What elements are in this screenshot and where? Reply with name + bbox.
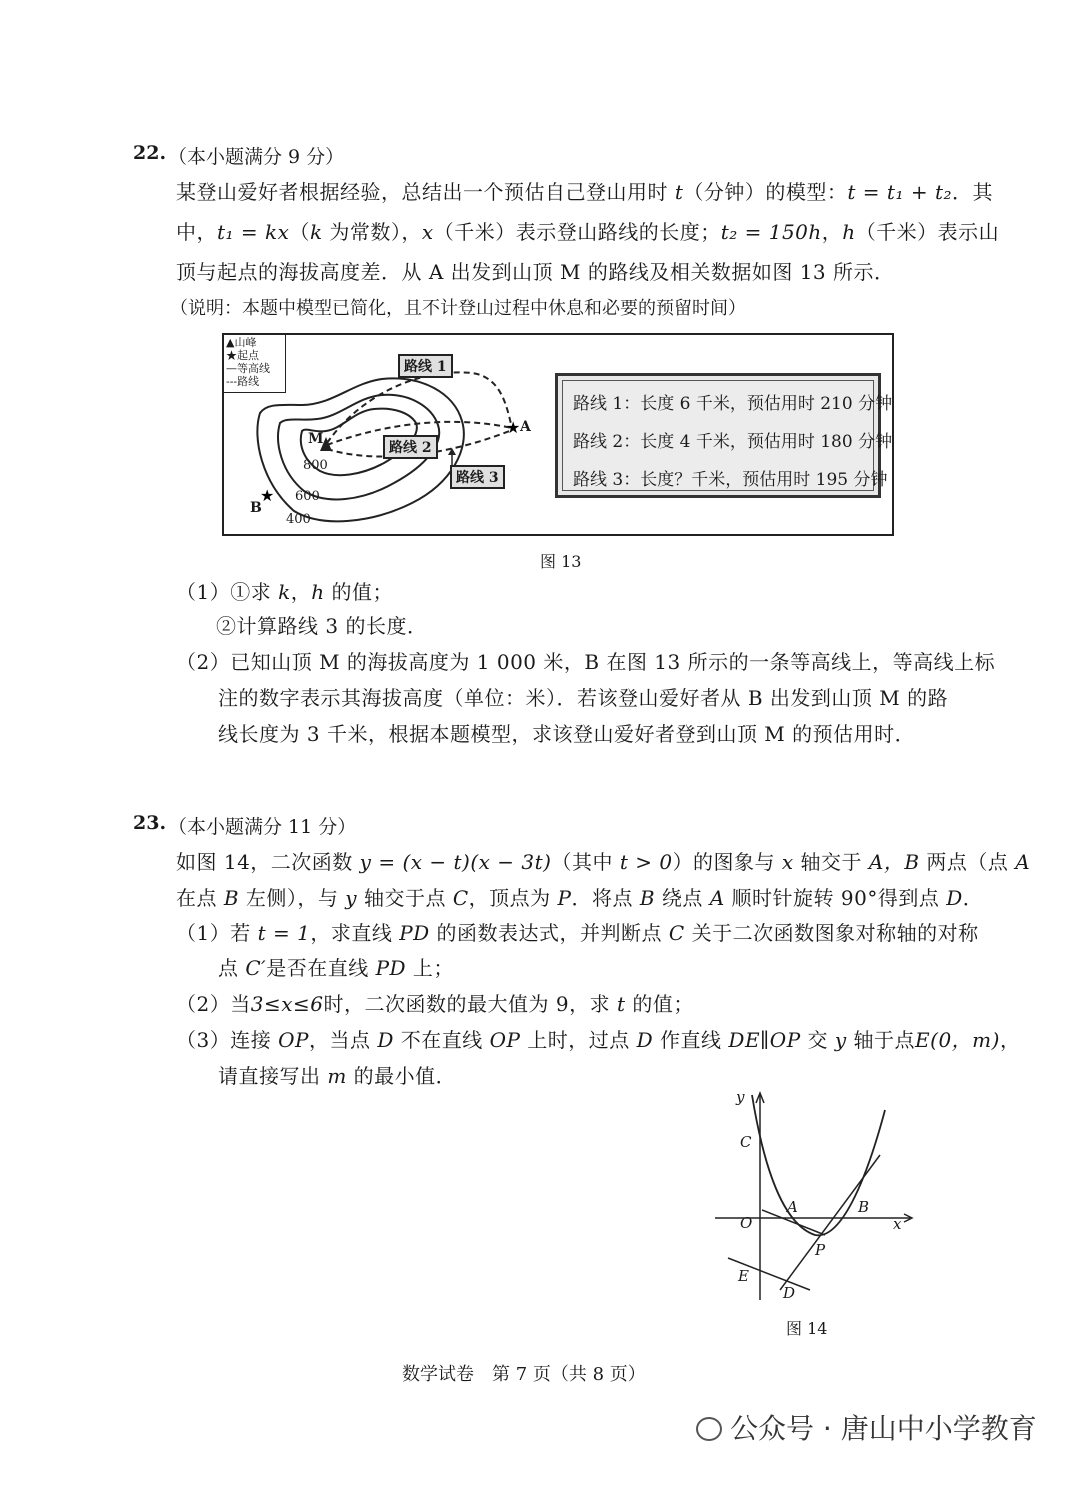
fig14-label-y: y [736, 1088, 745, 1106]
q22-part-1-2: ②计算路线 3 的长度． [216, 614, 428, 638]
label-B: B [250, 500, 262, 516]
contour-label-600: 600 [295, 489, 320, 504]
legend-start: ★起点 [226, 349, 259, 362]
route-row-1: 路线 1：长度 6 千米，预估用时 210 分钟 [573, 394, 893, 414]
fig14-label-E: E [738, 1267, 749, 1285]
q22-note: （说明：本题中模型已简化，且不计登山过程中休息和必要的预留时间） [170, 298, 746, 319]
figure-13-caption: 图 13 [540, 552, 582, 571]
q23-number: 23. [133, 812, 167, 834]
q23-sub-1-line-1: （1）若 t = 1，求直线 PD 的函数表达式，并判断点 C 关于二次函数图象对称轴的对称 [176, 921, 979, 945]
figure-14 [700, 1085, 930, 1310]
fig14-label-D: D [783, 1284, 796, 1302]
fig14-label-x: x [893, 1215, 902, 1233]
q23-header: （本小题满分 11 分） [168, 816, 357, 838]
figure-14-caption: 图 14 [786, 1319, 828, 1338]
fig14-label-B: B [858, 1198, 870, 1216]
fig14-label-A: A [787, 1198, 798, 1216]
q22-part-1-1: （1）①求 k，h 的值； [176, 580, 393, 604]
q23-sub-3-line-1: （3）连接 OP，当点 D 不在直线 OP 上时，过点 D 作直线 DE∥OP 交 y 轴于点E(0，m)， [176, 1028, 1021, 1052]
q22-part-2-line-2: 注的数字表示其海拔高度（单位：米）．若该登山爱好者从 B 出发到山顶 M 的路 [218, 686, 949, 710]
watermark-text: 公众号 · 唐山中小学教育 [730, 1412, 1037, 1445]
route-row-3: 路线 3：长度？千米，预估用时 195 分钟 [573, 470, 888, 490]
contour-label-800: 800 [303, 458, 328, 473]
route-3-tag: 路线 3 [450, 465, 505, 489]
page-footer: 数学试卷 第 7 页（共 8 页） [402, 1364, 646, 1385]
start-star-A: ★ [506, 418, 521, 437]
legend-contour: —等高线 [226, 362, 270, 375]
route-row-2: 路线 2：长度 4 千米，预估用时 180 分钟 [573, 432, 893, 452]
q22-header: （本小题满分 9 分） [168, 146, 345, 168]
q23-sub-3-line-2: 请直接写出 m 的最小值． [218, 1064, 457, 1088]
label-A: A [520, 419, 531, 435]
legend-peak: ▲山峰 [226, 336, 257, 349]
q22-number: 22. [133, 142, 167, 164]
routes-table [555, 373, 893, 498]
fig14-label-C: C [740, 1133, 752, 1151]
q22-part-2-line-3: 线长度为 3 千米，根据本题模型，求该登山爱好者登到山顶 M 的预估用时． [218, 722, 916, 746]
route-2-tag: 路线 2 [383, 435, 438, 459]
q22-part-2-line-1: （2）已知山顶 M 的海拔高度为 1 000 米，B 在图 13 所示的一条等高线上，等高线上标 [176, 650, 996, 674]
q23-sub-2: （2）当3≤x≤6时，二次函数的最大值为 9，求 t 的值； [176, 992, 694, 1016]
contour-label-400: 400 [286, 512, 311, 527]
legend-route: ---路线 [226, 375, 260, 388]
label-M: M [308, 431, 324, 447]
q22-line-2: 中，t₁ = kx（k 为常数），x（千米）表示登山路线的长度；t₂ = 150h，h（千米）表示山 [176, 220, 1000, 244]
fig14-label-O: O [740, 1214, 753, 1232]
q23-line-1: 如图 14，二次函数 y = (x − t)(x − 3t)（其中 t > 0）的图象与 x 轴交于 A，B 两点（点 A [176, 850, 1031, 874]
q22-line-1: 某登山爱好者根据经验，总结出一个预估自己登山用时 t（分钟）的模型：t = t₁ + t₂．其 [176, 180, 993, 204]
q22-line-3: 顶与起点的海拔高度差．从 A 出发到山顶 M 的路线及相关数据如图 13 所示． [176, 260, 895, 284]
wechat-icon [696, 1417, 722, 1441]
q23-line-2: 在点 B 左侧），与 y 轴交于点 C，顶点为 P．将点 B 绕点 A 顺时针旋转 90°得到点 D． [176, 886, 984, 910]
start-star-B: ★ [260, 486, 275, 505]
route-1-tag: 路线 1 [398, 354, 453, 378]
fig14-label-P: P [815, 1241, 826, 1259]
q23-sub-1-line-2: 点 C′是否在直线 PD 上； [218, 956, 454, 980]
